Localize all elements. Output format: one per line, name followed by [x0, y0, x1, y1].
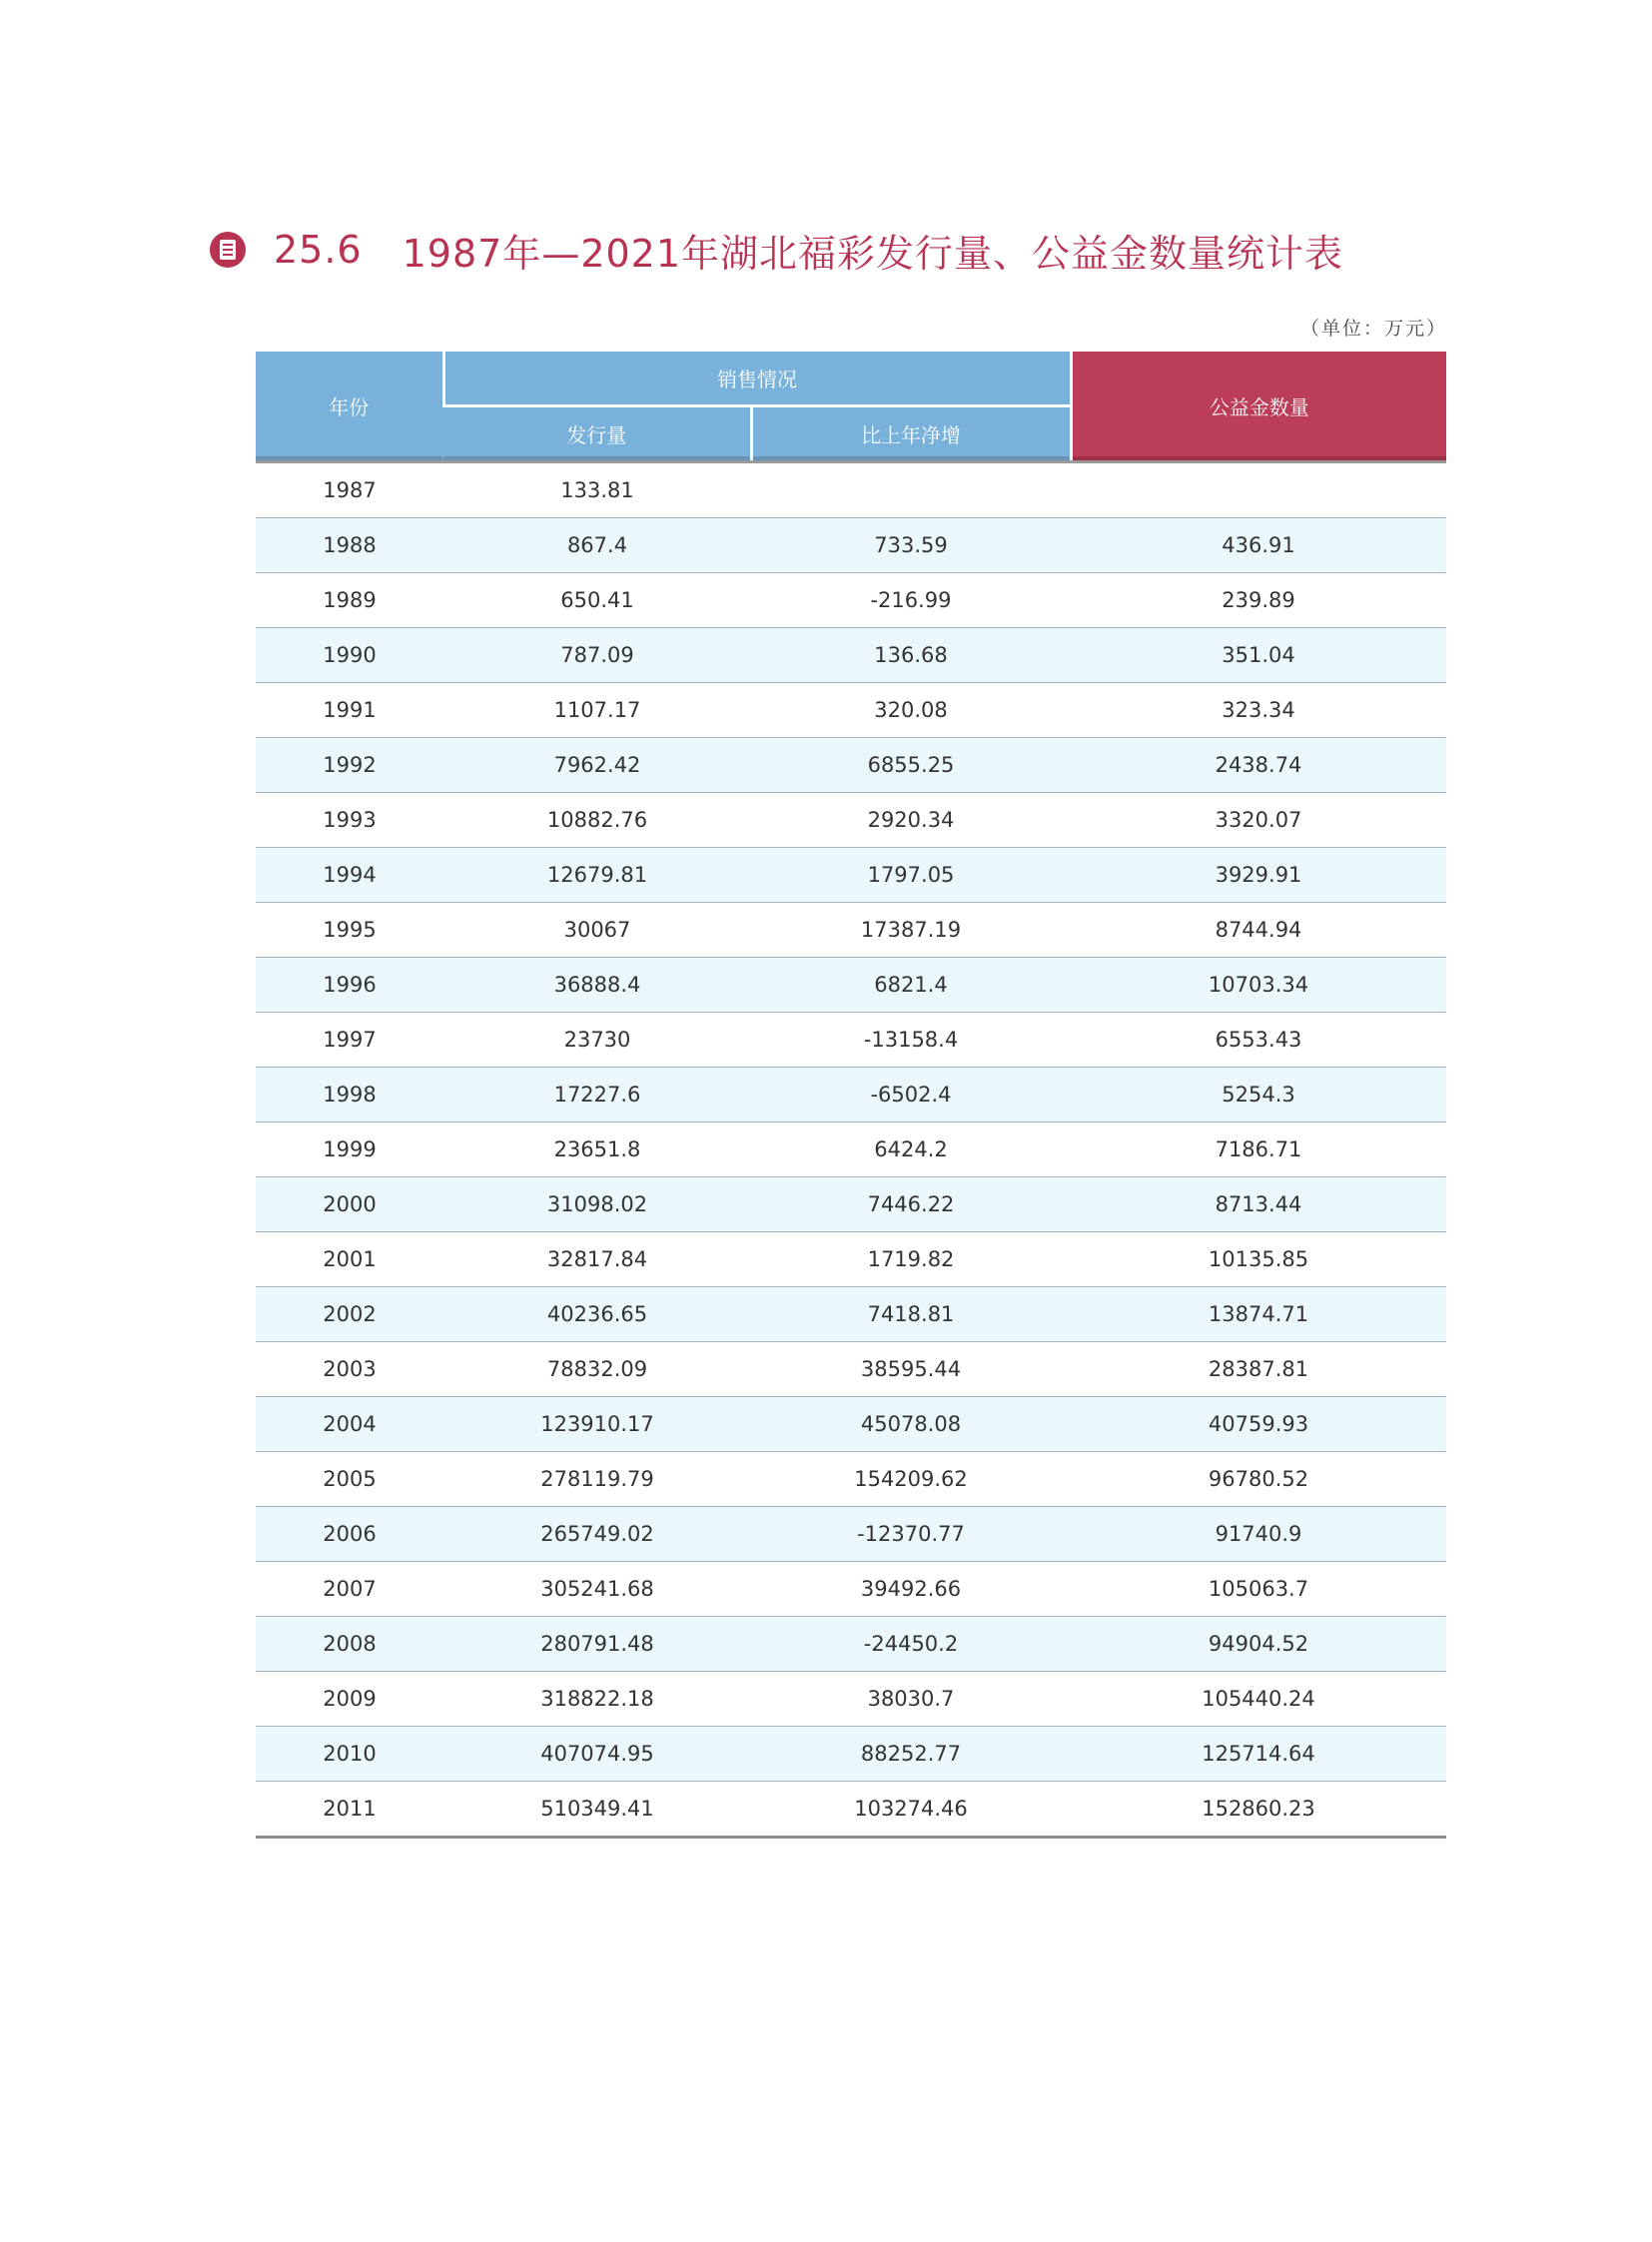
cell-fund: 5254.3	[1071, 1068, 1446, 1122]
cell-increase: 38595.44	[751, 1342, 1071, 1397]
cell-year: 2000	[256, 1177, 443, 1232]
cell-fund: 105440.24	[1071, 1672, 1446, 1727]
cell-issuance: 23730	[443, 1013, 751, 1068]
cell-fund: 94904.52	[1071, 1617, 1446, 1672]
cell-increase: 2920.34	[751, 793, 1071, 848]
cell-increase: 6855.25	[751, 738, 1071, 793]
cell-increase: 1797.05	[751, 848, 1071, 903]
table-row	[256, 1452, 1446, 1507]
cell-issuance: 32817.84	[443, 1232, 751, 1287]
cell-issuance: 78832.09	[443, 1342, 751, 1397]
header-welfare-fund: 公益金数量	[1071, 352, 1446, 462]
cell-increase: 39492.66	[751, 1562, 1071, 1617]
cell-year: 2007	[256, 1562, 443, 1617]
cell-increase: 1719.82	[751, 1232, 1071, 1287]
cell-fund: 8744.94	[1071, 903, 1446, 958]
cell-increase: 7418.81	[751, 1287, 1071, 1342]
header-increase: 比上年净增	[751, 406, 1071, 462]
table-number: 25.6	[274, 228, 363, 272]
cell-year: 2005	[256, 1452, 443, 1507]
table-row	[256, 1342, 1446, 1397]
table-row	[256, 573, 1446, 628]
cell-year: 1990	[256, 628, 443, 683]
cell-year: 2004	[256, 1397, 443, 1452]
cell-fund: 91740.9	[1071, 1507, 1446, 1562]
cell-increase: 733.59	[751, 518, 1071, 573]
cell-issuance: 40236.65	[443, 1287, 751, 1342]
cell-year: 2003	[256, 1342, 443, 1397]
document-icon	[210, 232, 246, 268]
cell-issuance: 278119.79	[443, 1452, 751, 1507]
table-row	[256, 1122, 1446, 1177]
table-row	[256, 1617, 1446, 1672]
cell-increase: -12370.77	[751, 1507, 1071, 1562]
cell-year: 1994	[256, 848, 443, 903]
cell-increase: 136.68	[751, 628, 1071, 683]
cell-year: 2011	[256, 1782, 443, 1838]
cell-issuance: 265749.02	[443, 1507, 751, 1562]
table-row	[256, 793, 1446, 848]
cell-increase: 7446.22	[751, 1177, 1071, 1232]
cell-fund: 10135.85	[1071, 1232, 1446, 1287]
table-row	[256, 1177, 1446, 1232]
cell-issuance: 867.4	[443, 518, 751, 573]
cell-year: 1996	[256, 958, 443, 1013]
cell-increase: -13158.4	[751, 1013, 1071, 1068]
cell-increase: 17387.19	[751, 903, 1071, 958]
table-row	[256, 958, 1446, 1013]
cell-year: 2002	[256, 1287, 443, 1342]
header-issuance: 发行量	[443, 406, 751, 462]
cell-increase	[751, 462, 1071, 518]
cell-year: 1991	[256, 683, 443, 738]
cell-increase: 6821.4	[751, 958, 1071, 1013]
table-row	[256, 1727, 1446, 1782]
cell-issuance: 407074.95	[443, 1727, 751, 1782]
cell-issuance: 23651.8	[443, 1122, 751, 1177]
cell-fund: 323.34	[1071, 683, 1446, 738]
cell-issuance: 123910.17	[443, 1397, 751, 1452]
cell-year: 2009	[256, 1672, 443, 1727]
cell-increase: -216.99	[751, 573, 1071, 628]
cell-fund: 152860.23	[1071, 1782, 1446, 1838]
cell-fund: 436.91	[1071, 518, 1446, 573]
table-row	[256, 1013, 1446, 1068]
cell-issuance: 10882.76	[443, 793, 751, 848]
cell-year: 1992	[256, 738, 443, 793]
cell-issuance: 510349.41	[443, 1782, 751, 1838]
statistics-table	[256, 352, 1446, 1839]
cell-year: 1997	[256, 1013, 443, 1068]
cell-issuance: 12679.81	[443, 848, 751, 903]
cell-fund: 8713.44	[1071, 1177, 1446, 1232]
cell-year: 1988	[256, 518, 443, 573]
cell-year: 1993	[256, 793, 443, 848]
cell-issuance: 1107.17	[443, 683, 751, 738]
cell-fund: 351.04	[1071, 628, 1446, 683]
table-row	[256, 462, 1446, 518]
cell-fund: 3929.91	[1071, 848, 1446, 903]
cell-year: 2010	[256, 1727, 443, 1782]
cell-issuance: 305241.68	[443, 1562, 751, 1617]
cell-fund: 3320.07	[1071, 793, 1446, 848]
cell-year: 2001	[256, 1232, 443, 1287]
cell-issuance: 650.41	[443, 573, 751, 628]
cell-year: 2006	[256, 1507, 443, 1562]
cell-issuance: 36888.4	[443, 958, 751, 1013]
table-row	[256, 738, 1446, 793]
table-row	[256, 1507, 1446, 1562]
table-row	[256, 1782, 1446, 1838]
table-title-text: 1987年—2021年湖北福彩发行量、公益金数量统计表	[402, 231, 1344, 276]
cell-fund: 7186.71	[1071, 1122, 1446, 1177]
cell-increase: -6502.4	[751, 1068, 1071, 1122]
cell-year: 1995	[256, 903, 443, 958]
cell-year: 2008	[256, 1617, 443, 1672]
cell-increase: 103274.46	[751, 1782, 1071, 1838]
cell-year: 1998	[256, 1068, 443, 1122]
cell-increase: 6424.2	[751, 1122, 1071, 1177]
cell-issuance: 7962.42	[443, 738, 751, 793]
cell-fund: 28387.81	[1071, 1342, 1446, 1397]
cell-fund: 6553.43	[1071, 1013, 1446, 1068]
cell-increase: 88252.77	[751, 1727, 1071, 1782]
table-title	[210, 222, 1343, 278]
cell-year: 1987	[256, 462, 443, 518]
header-sales-group: 销售情况	[443, 352, 1071, 406]
table-row	[256, 1068, 1446, 1122]
cell-fund: 125714.64	[1071, 1727, 1446, 1782]
cell-fund: 96780.52	[1071, 1452, 1446, 1507]
table-row	[256, 628, 1446, 683]
table-row	[256, 1287, 1446, 1342]
cell-fund	[1071, 462, 1446, 518]
table-body	[256, 462, 1446, 1838]
cell-fund: 10703.34	[1071, 958, 1446, 1013]
cell-issuance: 787.09	[443, 628, 751, 683]
cell-increase: 320.08	[751, 683, 1071, 738]
table-row	[256, 518, 1446, 573]
table-row	[256, 1672, 1446, 1727]
cell-year: 1989	[256, 573, 443, 628]
cell-fund: 105063.7	[1071, 1562, 1446, 1617]
cell-increase: -24450.2	[751, 1617, 1071, 1672]
cell-issuance: 17227.6	[443, 1068, 751, 1122]
header-year: 年份	[256, 352, 443, 462]
cell-increase: 45078.08	[751, 1397, 1071, 1452]
table-row	[256, 848, 1446, 903]
cell-increase: 154209.62	[751, 1452, 1071, 1507]
cell-issuance: 30067	[443, 903, 751, 958]
cell-year: 1999	[256, 1122, 443, 1177]
table-row	[256, 903, 1446, 958]
cell-issuance: 31098.02	[443, 1177, 751, 1232]
table-row	[256, 1562, 1446, 1617]
cell-issuance: 280791.48	[443, 1617, 751, 1672]
cell-issuance: 318822.18	[443, 1672, 751, 1727]
cell-issuance: 133.81	[443, 462, 751, 518]
unit-note: （单位：万元）	[1300, 318, 1448, 340]
table-row	[256, 1397, 1446, 1452]
table-row	[256, 683, 1446, 738]
table-row	[256, 1232, 1446, 1287]
cell-fund: 40759.93	[1071, 1397, 1446, 1452]
cell-fund: 2438.74	[1071, 738, 1446, 793]
cell-increase: 38030.7	[751, 1672, 1071, 1727]
cell-fund: 13874.71	[1071, 1287, 1446, 1342]
cell-fund: 239.89	[1071, 573, 1446, 628]
